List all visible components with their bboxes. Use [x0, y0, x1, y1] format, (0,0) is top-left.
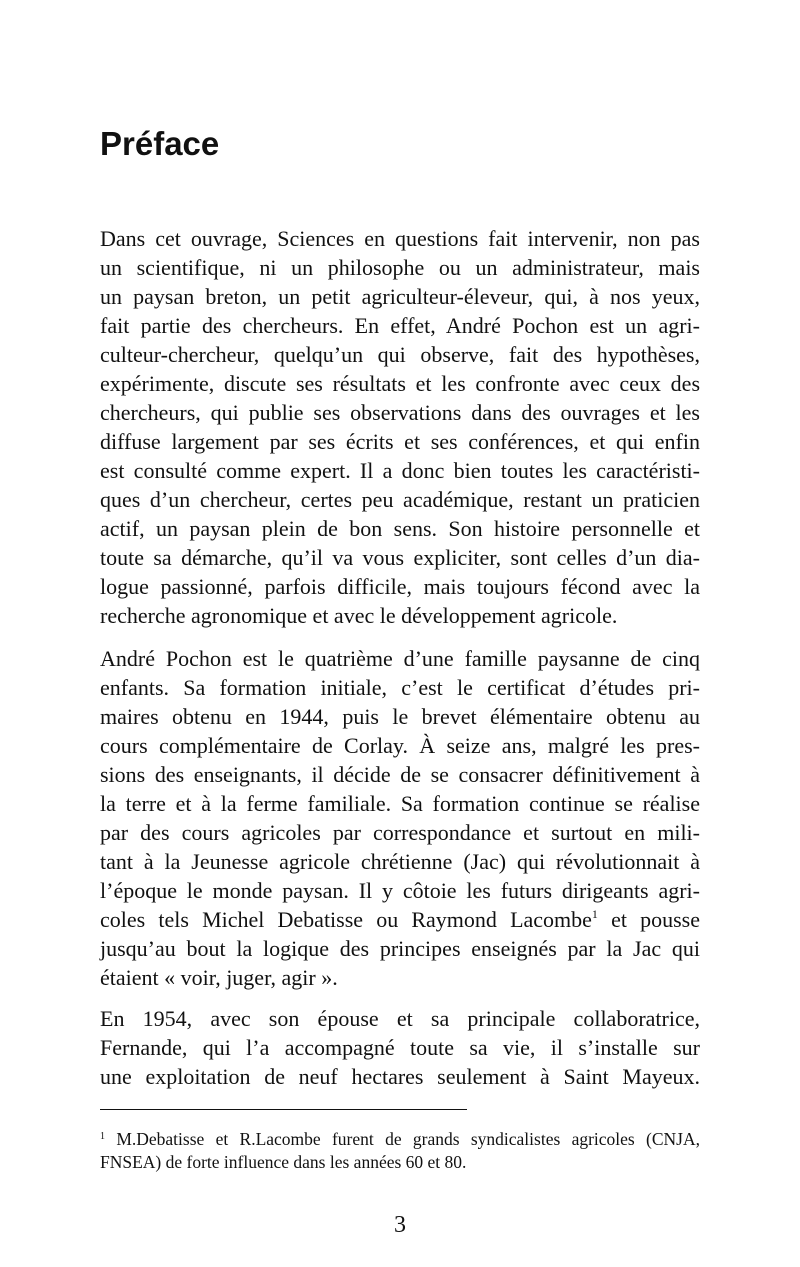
- text-line: étaient « voir, juger, agir ».: [100, 965, 338, 990]
- text-line: un scientifique, ni un philosophe ou un administrateur, mais: [100, 255, 700, 280]
- footnote-line: FNSEA) de forte influence dans les années 60 et 80.: [100, 1152, 467, 1172]
- text-line: chercheurs, qui publie ses observations dans des ouvrages et les: [100, 400, 700, 425]
- text-line: actif, un paysan plein de bon sens. Son histoire personnelle et: [100, 516, 700, 541]
- text-line: ques d’un chercheur, certes peu académique, restant un praticien: [100, 487, 700, 512]
- text-fragment: coles tels Michel Debatisse ou Raymond Lacombe: [100, 907, 592, 932]
- text-line: toute sa démarche, qu’il va vous expliciter, sont celles d’un dia-: [100, 545, 700, 570]
- text-line: par des cours agricoles par correspondance et surtout en mili-: [100, 820, 700, 845]
- text-line: la terre et à la ferme familiale. Sa formation continue se réalise: [100, 791, 700, 816]
- chapter-title: Préface: [100, 125, 220, 162]
- text-line: enfants. Sa formation initiale, c’est le certificat d’études pri-: [100, 675, 700, 700]
- text-line: sions des enseignants, il décide de se consacrer définitivement à: [100, 762, 700, 787]
- text-line: André Pochon est le quatrième d’une famille paysanne de cinq: [100, 646, 700, 671]
- text-line: maires obtenu en 1944, puis le brevet élémentaire obtenu au: [100, 704, 700, 729]
- text-line: cours complémentaire de Corlay. À seize ans, malgré les pres-: [100, 733, 700, 758]
- text-line: logue passionné, parfois difficile, mais toujours fécond avec la: [100, 574, 700, 599]
- text-line: En 1954, avec son épouse et sa principale collaboratrice,: [100, 1006, 700, 1031]
- text-line: un paysan breton, un petit agriculteur-éleveur, qui, à nos yeux,: [100, 284, 700, 309]
- footnote-text: M.Debatisse et R.Lacombe furent de grands syndicalistes agricoles (CNJA,: [116, 1129, 701, 1149]
- text-line: diffuse largement par ses écrits et ses conférences, et qui enfin: [100, 429, 700, 454]
- text-line: recherche agronomique et avec le développement agricole.: [100, 603, 618, 628]
- paragraph-2: [100, 644, 700, 992]
- footnote-reference[interactable]: 1: [591, 907, 598, 921]
- page-number: 3: [394, 1212, 406, 1238]
- text-line-with-footnote: [100, 905, 700, 934]
- text-line: culteur-chercheur, quelqu’un qui observe, fait des hypothèses,: [100, 342, 700, 367]
- text-line: l’époque le monde paysan. Il y côtoie les futurs dirigeants agri-: [100, 878, 700, 903]
- text-line: tant à la Jeunesse agricole chrétienne (Jac) qui révolutionnait à: [100, 849, 700, 874]
- text-line: est consulté comme expert. Il a donc bien toutes les caractéristi-: [100, 458, 700, 483]
- paragraph-1: [100, 224, 700, 630]
- text-line: fait partie des chercheurs. En effet, André Pochon est un agri-: [100, 313, 700, 338]
- text-line: expérimente, discute ses résultats et les confronte avec ceux des: [100, 371, 700, 396]
- footnote-marker: 1: [100, 1131, 105, 1142]
- footnote-line: [100, 1128, 700, 1151]
- text-fragment: et pousse: [611, 907, 700, 932]
- text-line: Fernande, qui l’a accompagné toute sa vie, il s’installe sur: [100, 1035, 700, 1060]
- text-line: jusqu’au bout la logique des principes enseignés par la Jac qui: [100, 936, 700, 961]
- footnote-separator: [100, 1109, 467, 1110]
- text-line: Dans cet ouvrage, Sciences en questions fait intervenir, non pas: [100, 226, 700, 251]
- footnote: [100, 1128, 700, 1174]
- paragraph-3: [100, 1004, 700, 1091]
- text-line: une exploitation de neuf hectares seulement à Saint Mayeux.: [100, 1064, 700, 1089]
